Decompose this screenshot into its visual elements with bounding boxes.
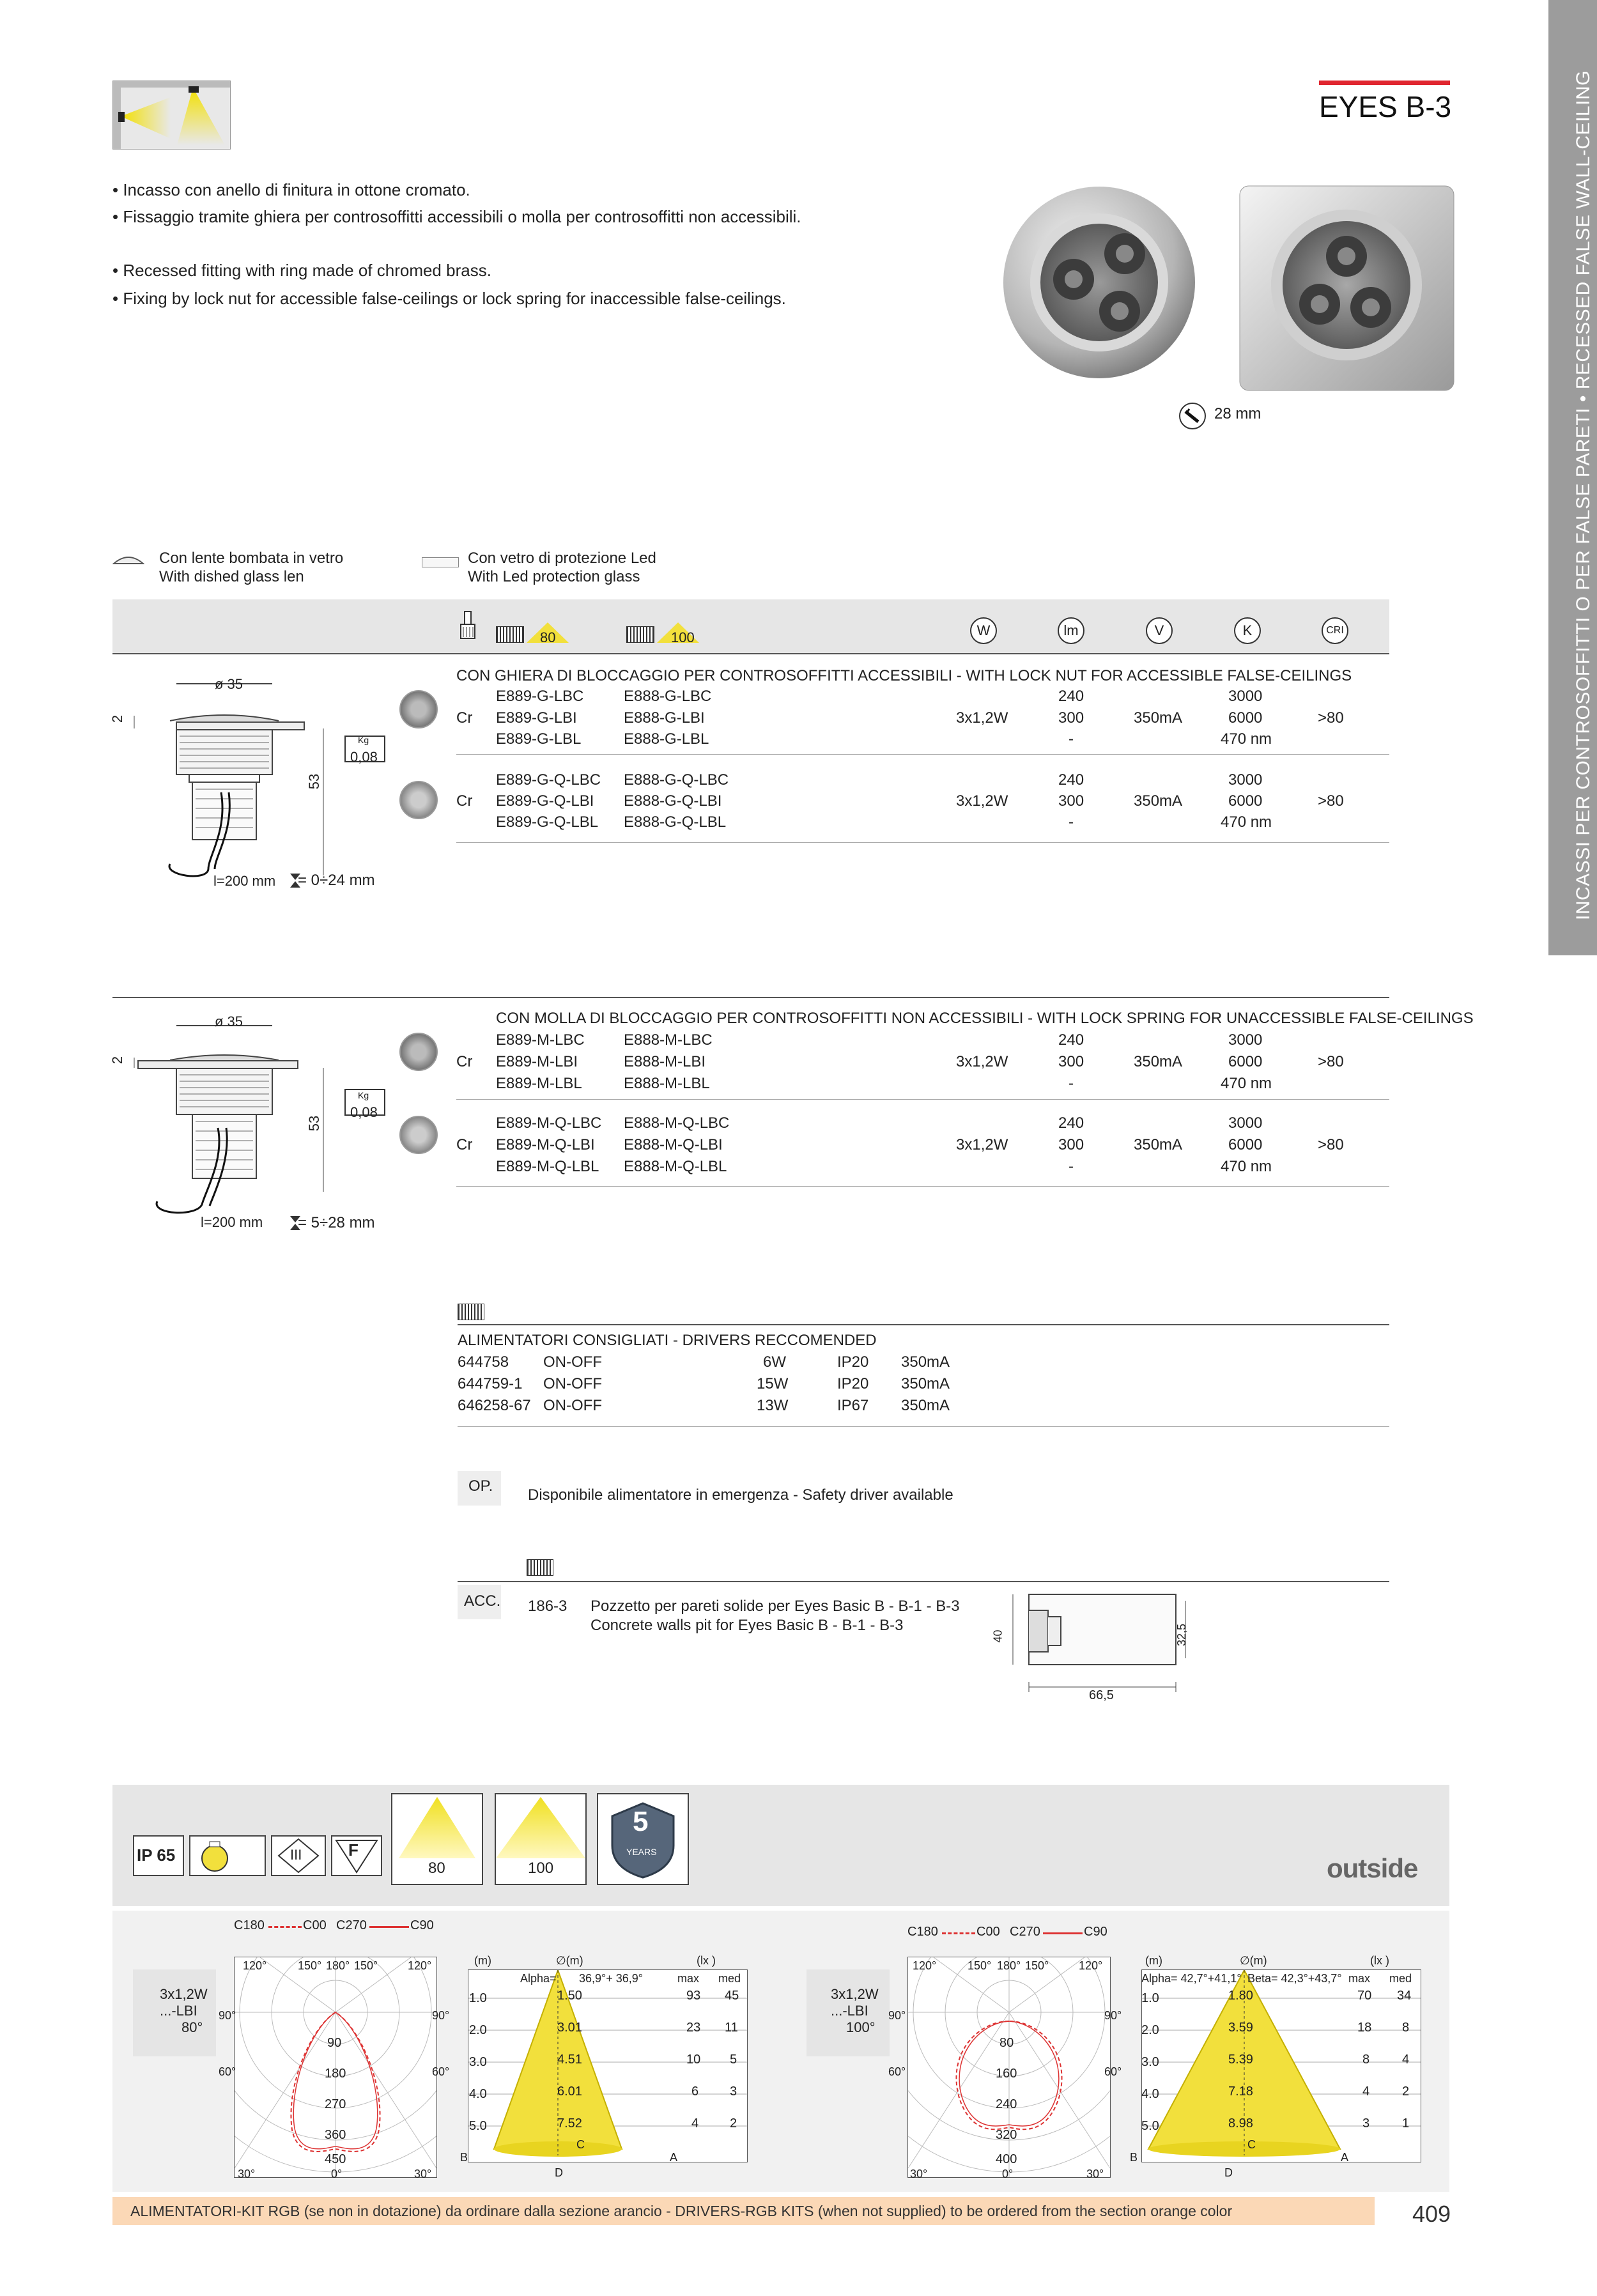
cone-med-header: med (1389, 1972, 1412, 1985)
cone-row-max: 4 (691, 2116, 699, 2130)
cone-row-max: 6 (691, 2084, 699, 2099)
driver-code: 644759-1 (458, 1375, 523, 1392)
protection-glass-thumb (399, 781, 438, 819)
lumen-value: 300 (1058, 1053, 1084, 1070)
driver-mode: ON-OFF (543, 1397, 602, 1414)
polar-angle: 60° (219, 2065, 236, 2078)
cone-row-diameter: 3.59 (1228, 2021, 1253, 2035)
section-heading: CON GHIERA DI BLOCCAGGIO PER CONTROSOFFITTI ACCESSIBILI - WITH LOCK NUT FOR ACCESSIBLE FALSE-CEILINGS (456, 667, 1352, 684)
polar-value: 320 (996, 2128, 1017, 2142)
power-value: 3x1,2W (956, 1136, 1008, 1153)
thickness-range: = 0÷24 mm (298, 872, 375, 889)
page-title: EYES B-3 (1319, 90, 1452, 123)
polar-angle: 30° (910, 2168, 928, 2180)
product-code: E888-G-Q-LBC (624, 771, 729, 789)
cone-alpha-value: 36,9°+ 36,9° (579, 1972, 643, 1985)
kelvin-value: 470 nm (1221, 1075, 1272, 1092)
polar-angle: 150° (1025, 1959, 1049, 1972)
product-code: E888-G-LBI (624, 709, 705, 727)
cone-row-max: 3 (1362, 2116, 1370, 2130)
polar-value: 160 (996, 2067, 1017, 2081)
bulb-badge (189, 1835, 266, 1876)
protection-glass-label: Con vetro di protezione Led (468, 550, 656, 567)
legend-dashed-line (268, 1926, 302, 1928)
cone-med-header: med (718, 1972, 741, 1985)
lumen-value: 240 (1058, 1114, 1084, 1132)
polar-value: 360 (325, 2128, 346, 2142)
cone-row-diameter: 7.18 (1228, 2084, 1253, 2099)
polar-angle: 120° (243, 1959, 267, 1972)
cone-row-max: 70 (1357, 1989, 1372, 2003)
finish-code: Cr (456, 792, 473, 810)
diameter-label: ø 35 (215, 1013, 243, 1029)
driver-ip: IP67 (837, 1397, 869, 1414)
cone-row-max: 4 (1362, 2084, 1370, 2099)
row-divider (456, 842, 1389, 843)
cone-row-height: 2.0 (1141, 2023, 1159, 2037)
kelvin-value: 6000 (1228, 1136, 1263, 1153)
cone-row-diameter: 1.80 (1228, 1989, 1253, 2003)
lumen-value: - (1069, 1075, 1074, 1092)
legend-c90: C90 (410, 1918, 434, 1932)
beam-80-label: 80 (540, 629, 556, 645)
cone-row-med: 2 (1402, 2084, 1410, 2099)
product-code: E888-M-Q-LBC (624, 1114, 730, 1132)
cone-row-diameter: 6.01 (557, 2084, 582, 2099)
cone-corner: D (555, 2166, 563, 2179)
product-photo-square (1237, 183, 1457, 394)
driver-power: 6W (763, 1353, 786, 1371)
cone-chart (1141, 1969, 1421, 2162)
cone-row-height: 1.0 (469, 1991, 487, 2005)
cone-row-med: 1 (1402, 2116, 1410, 2130)
kelvin-icon: K (1234, 617, 1261, 644)
finish-code: Cr (456, 1136, 473, 1153)
row-divider (456, 1186, 1389, 1187)
cone-corner: B (460, 2151, 468, 2164)
cone-height-header: (m) (1145, 1954, 1162, 1967)
legend-c270: C270 (336, 1918, 367, 1932)
lumen-value: - (1069, 1158, 1074, 1175)
current-value: 350mA (1134, 792, 1183, 810)
volt-icon: V (1146, 617, 1173, 644)
title-accent-bar (1319, 81, 1450, 85)
current-value: 350mA (1134, 1053, 1183, 1070)
product-code: E888-M-LBI (624, 1053, 706, 1070)
polar-angle: 150° (298, 1959, 322, 1972)
product-code: E888-G-LBL (624, 730, 709, 748)
polar-angle: 150° (968, 1959, 992, 1972)
cone-row-max: 23 (686, 2021, 701, 2035)
polar-value: 80 (999, 2036, 1014, 2050)
finish-code: Cr (456, 1053, 473, 1070)
cone-row-med: 4 (1402, 2053, 1410, 2067)
description-line: • Fissaggio tramite ghiera per controsoffitti accessibili o molla per controsoffitti non accessibili. (112, 207, 801, 226)
beam-100-badge-label: 100 (528, 1860, 554, 1877)
legend-c90: C90 (1084, 1925, 1107, 1939)
product-code: E889-M-LBI (496, 1053, 578, 1070)
driver-power: 13W (757, 1397, 789, 1414)
product-code: E888-M-LBL (624, 1075, 710, 1092)
cone-row-height: 3.0 (1141, 2055, 1159, 2069)
current-value: 350mA (1134, 1136, 1183, 1153)
cone-lux-header: (lx ) (697, 1954, 716, 1967)
diameter-label: ø 35 (215, 676, 243, 692)
accessory-text: Pozzetto per pareti solide per Eyes Basic B - B-1 - B-3 (590, 1598, 960, 1615)
section1-drawing (112, 665, 387, 895)
cutout-dimension: 28 mm (1214, 405, 1261, 422)
description-line: • Fixing by lock nut for accessible false-ceilings or lock spring for inaccessible false-ceilings. (112, 289, 786, 308)
polar-value: 270 (325, 2097, 346, 2111)
watt-icon: W (970, 617, 997, 644)
cone-row-height: 5.0 (469, 2119, 487, 2133)
cone-corner: A (1341, 2151, 1349, 2164)
drivers-heading: ALIMENTATORI CONSIGLIATI - DRIVERS RECCOMENDED (458, 1332, 877, 1349)
barcode-icon (496, 626, 524, 643)
cone-corner: D (1224, 2166, 1233, 2179)
row-divider (458, 1426, 1389, 1427)
product-code: E888-G-Q-LBL (624, 813, 727, 831)
polar-angle: 120° (913, 1959, 937, 1972)
product-code: E888-G-LBC (624, 688, 712, 705)
row-divider (456, 1099, 1389, 1100)
dished-lens-icon (112, 551, 144, 566)
product-code: E888-M-Q-LBI (624, 1136, 723, 1153)
product-code: E889-M-Q-LBC (496, 1114, 602, 1132)
cone-row-max: 93 (686, 1989, 701, 2003)
accessory-inner-height: 32,5 (1175, 1623, 1189, 1647)
cone-max-header: max (677, 1972, 700, 1985)
accessory-width: 66,5 (1089, 1688, 1114, 1702)
kelvin-value: 3000 (1228, 1114, 1263, 1132)
spec-power: 3x1,2W (831, 1986, 879, 2002)
flange-label: 2 (109, 714, 126, 723)
polar-angle: 60° (888, 2065, 906, 2078)
cone-chart (468, 1969, 748, 2162)
description-line: • Incasso con anello di finitura in ottone cromato. (112, 180, 470, 199)
driver-ip: IP20 (837, 1375, 869, 1392)
legend-c00: C00 (303, 1918, 327, 1932)
cone-corner: C (576, 2138, 585, 2151)
side-tab-label: INCASSI PER CONTROSOFFITTI O PER FALSE PARETI • RECESSED FALSE WALL-CEILING (1573, 70, 1594, 920)
beam-80-badge-label: 80 (428, 1860, 445, 1877)
driver-code: 644758 (458, 1353, 509, 1371)
kelvin-value: 6000 (1228, 709, 1263, 727)
dished-lens-thumb (399, 1033, 438, 1071)
category-icon (112, 81, 231, 150)
thickness-range: = 5÷28 mm (298, 1214, 375, 1231)
cone-row-height: 1.0 (1141, 1991, 1159, 2005)
product-code: E889-G-Q-LBC (496, 771, 601, 789)
flange-label: 2 (109, 1056, 126, 1065)
accessory-text-en: Concrete walls pit for Eyes Basic B - B-1 - B-3 (590, 1617, 904, 1634)
cone-row-max: 18 (1357, 2021, 1372, 2035)
beam-100-label: 100 (671, 629, 695, 645)
weight-unit: Kg (358, 1090, 369, 1100)
lumen-value: 240 (1058, 1031, 1084, 1049)
options-text: Disponibile alimentatore in emergenza - Safety driver available (528, 1486, 953, 1504)
cable-length: l=200 mm (201, 1214, 263, 1230)
product-code: E889-G-LBL (496, 730, 582, 748)
spec-variant: ...-LBI (160, 2003, 197, 2019)
driver-power: 15W (757, 1375, 789, 1392)
driver-mode: ON-OFF (543, 1375, 602, 1392)
f-mark-label: F (348, 1840, 359, 1860)
polar-angle: 90° (888, 2009, 906, 2022)
driver-current: 350mA (901, 1397, 950, 1414)
driver-mode: ON-OFF (543, 1353, 602, 1371)
cone-alpha-label: Alpha= (520, 1972, 557, 1985)
cone-row-diameter: 4.51 (557, 2053, 582, 2067)
barcode-icon (626, 626, 654, 643)
lumen-value: - (1069, 813, 1074, 831)
cone-diameter-header: ∅(m) (556, 1954, 583, 1967)
legend-solid-line (1043, 1932, 1083, 1934)
cone-lux-header: (lx ) (1370, 1954, 1389, 1967)
barcode-icon (458, 1304, 484, 1320)
power-value: 3x1,2W (956, 1053, 1008, 1070)
cone-max-header: max (1348, 1972, 1371, 1985)
weight-unit: Kg (358, 735, 369, 745)
lumen-value: - (1069, 730, 1074, 748)
polar-angle: 90° (432, 2009, 450, 2022)
ip-rating: IP 65 (137, 1845, 176, 1865)
lumen-value: 300 (1058, 792, 1084, 810)
polar-angle: 120° (408, 1959, 432, 1972)
polar-value: 400 (996, 2152, 1017, 2166)
protection-glass-thumb (399, 1116, 438, 1154)
cone-row-height: 2.0 (469, 2023, 487, 2037)
dished-lens-label-en: With dished glass len (159, 568, 304, 585)
cutout-icon (1179, 403, 1206, 429)
kelvin-value: 470 nm (1221, 1158, 1272, 1175)
polar-value: 90 (327, 2036, 342, 2050)
cone-row-med: 8 (1402, 2021, 1410, 2035)
lumen-value: 240 (1058, 771, 1084, 789)
lumen-value: 300 (1058, 1136, 1084, 1153)
legend-c270: C270 (1010, 1925, 1040, 1939)
cri-value: >80 (1318, 792, 1344, 810)
polar-angle: 180° (326, 1959, 350, 1972)
brush-icon (458, 610, 477, 640)
product-code: E888-M-LBC (624, 1031, 713, 1049)
legend-c180: C180 (907, 1925, 938, 1939)
polar-angle: 30° (414, 2168, 432, 2180)
driver-ip: IP20 (837, 1353, 869, 1371)
cone-alpha-label: Alpha= 42,7°+41,1° (1141, 1972, 1242, 1985)
power-value: 3x1,2W (956, 792, 1008, 810)
driver-code: 646258-67 (458, 1397, 531, 1414)
row-divider (456, 754, 1389, 755)
accessories-divider (458, 1581, 1389, 1582)
cone-row-height: 3.0 (469, 2055, 487, 2069)
polar-angle: 60° (1104, 2065, 1122, 2078)
dished-lens-thumb (399, 690, 438, 728)
cone-row-med: 34 (1397, 1989, 1412, 2003)
footer-note: ALIMENTATORI-KIT RGB (se non in dotazione) da ordinare dalla sezione arancio - DRIVERS-RGB KITS (when not supplied) to be ordered from the section orange color (130, 2203, 1233, 2219)
section-divider (112, 653, 1389, 654)
table-header-band (112, 599, 1389, 653)
cone-corner: C (1247, 2138, 1256, 2151)
current-value: 350mA (1134, 709, 1183, 727)
warranty-word: YEARS (626, 1847, 657, 1857)
warranty-years: 5 (633, 1806, 649, 1837)
polar-angle: 30° (1086, 2168, 1104, 2180)
section2-drawing (112, 1006, 387, 1224)
lumen-value: 300 (1058, 709, 1084, 727)
cone-row-diameter: 8.98 (1228, 2116, 1253, 2130)
product-code: E889-G-Q-LBI (496, 792, 594, 810)
lumen-value: 240 (1058, 688, 1084, 705)
protection-glass-label-en: With Led protection glass (468, 568, 640, 585)
page-number: 409 (1412, 2201, 1451, 2227)
cone-row-med: 45 (725, 1989, 739, 2003)
product-photo-round (984, 180, 1214, 391)
cone-row-med: 3 (730, 2084, 737, 2099)
kelvin-value: 6000 (1228, 1053, 1263, 1070)
cone-row-height: 4.0 (1141, 2087, 1159, 2101)
dished-lens-label: Con lente bombata in vetro (159, 550, 344, 567)
accessories-label: ACC. (464, 1592, 501, 1610)
cable-length: l=200 mm (213, 873, 276, 889)
polar-value: 240 (996, 2097, 1017, 2111)
legend-dashed-line (942, 1932, 975, 1934)
cone-row-med: 5 (730, 2053, 737, 2067)
section-divider (112, 997, 1389, 998)
weight-value: 0,08 (350, 749, 378, 765)
protection-glass-icon (422, 557, 459, 567)
cone-row-diameter: 7.52 (557, 2116, 582, 2130)
product-code: E889-G-Q-LBL (496, 813, 599, 831)
cone-row-max: 8 (1362, 2053, 1370, 2067)
polar-angle: 60° (432, 2065, 450, 2078)
polar-value: 180 (325, 2067, 346, 2081)
kelvin-value: 470 nm (1221, 730, 1272, 748)
product-code: E889-M-Q-LBI (496, 1136, 595, 1153)
legend-c180: C180 (234, 1918, 265, 1932)
spec-angle: 80° (181, 2019, 203, 2035)
barcode-icon (527, 1559, 553, 1576)
cone-row-med: 11 (725, 2021, 738, 2035)
polar-angle: 90° (1104, 2009, 1122, 2022)
cone-row-med: 2 (730, 2116, 737, 2130)
driver-current: 350mA (901, 1353, 950, 1371)
product-code: E889-M-LBC (496, 1031, 585, 1049)
product-code: E889-G-LBI (496, 709, 577, 727)
cone-row-diameter: 1.50 (557, 1989, 582, 2003)
cone-row-max: 10 (686, 2053, 701, 2067)
brand-logo: outside (1327, 1853, 1418, 1883)
weight-value: 0,08 (350, 1104, 378, 1120)
legend-solid-line (369, 1926, 409, 1928)
cone-row-diameter: 5.39 (1228, 2053, 1253, 2067)
cri-icon: CRI (1322, 617, 1348, 644)
options-label: OP. (468, 1477, 493, 1495)
power-value: 3x1,2W (956, 709, 1008, 727)
product-code: E889-M-Q-LBL (496, 1158, 599, 1175)
spec-power: 3x1,2W (160, 1986, 208, 2002)
kelvin-value: 470 nm (1221, 813, 1272, 831)
legend-c00: C00 (976, 1925, 1000, 1939)
polar-value: 450 (325, 2152, 346, 2166)
polar-angle: 30° (238, 2168, 256, 2180)
product-code: E888-G-Q-LBI (624, 792, 722, 810)
accessory-code: 186-3 (528, 1598, 567, 1615)
description-line: • Recessed fitting with ring made of chromed brass. (112, 261, 491, 280)
height-label: 53 (306, 1115, 323, 1132)
cri-value: >80 (1318, 1053, 1344, 1070)
polar-angle: 0° (1002, 2168, 1014, 2180)
height-label: 53 (306, 773, 323, 790)
polar-angle: 0° (331, 2168, 343, 2180)
cri-value: >80 (1318, 1136, 1344, 1153)
cone-height-header: (m) (474, 1954, 491, 1967)
polar-angle: 120° (1079, 1959, 1103, 1972)
kelvin-value: 6000 (1228, 792, 1263, 810)
cone-row-height: 4.0 (469, 2087, 487, 2101)
polar-angle: 150° (354, 1959, 378, 1972)
driver-current: 350mA (901, 1375, 950, 1392)
polar-angle: 180° (997, 1959, 1021, 1972)
lumen-icon: lm (1058, 617, 1084, 644)
class-label: III (290, 1847, 302, 1863)
accessory-height: 40 (991, 1630, 1005, 1643)
cone-corner: A (670, 2151, 678, 2164)
kelvin-value: 3000 (1228, 688, 1263, 705)
cone-diameter-header: ∅(m) (1240, 1954, 1267, 1967)
cone-alpha-value: Beta= 42,3°+43,7° (1247, 1972, 1342, 1985)
product-code: E889-M-LBL (496, 1075, 582, 1092)
kelvin-value: 3000 (1228, 771, 1263, 789)
kelvin-value: 3000 (1228, 1031, 1263, 1049)
spec-angle: 100° (846, 2019, 876, 2035)
product-code: E889-G-LBC (496, 688, 584, 705)
finish-code: Cr (456, 709, 473, 727)
product-code: E888-M-Q-LBL (624, 1158, 727, 1175)
spec-variant: ...-LBI (831, 2003, 868, 2019)
cone-row-height: 5.0 (1141, 2119, 1159, 2133)
cri-value: >80 (1318, 709, 1344, 727)
cone-corner: B (1130, 2151, 1138, 2164)
section-heading: CON MOLLA DI BLOCCAGGIO PER CONTROSOFFITTI NON ACCESSIBILI - WITH LOCK SPRING FOR UNACCESSIBLE FALSE-CEILINGS (496, 1010, 1474, 1027)
drivers-divider (458, 1324, 1389, 1325)
polar-angle: 90° (219, 2009, 236, 2022)
cone-row-diameter: 3.01 (557, 2021, 582, 2035)
